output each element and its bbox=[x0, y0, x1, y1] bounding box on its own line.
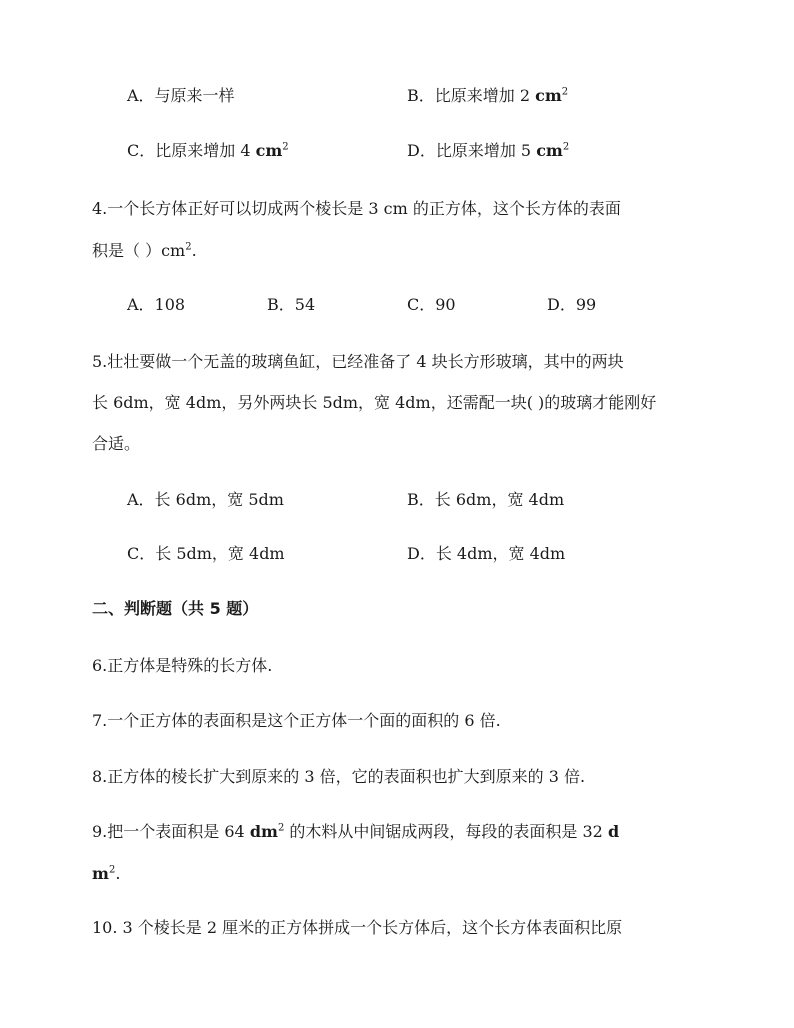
q3-option-b-exp: 2 bbox=[561, 86, 569, 98]
q4-option-a: A．108 bbox=[127, 295, 186, 314]
q3-option-b bbox=[407, 86, 568, 106]
q5-line-2: 长 6dm，宽 4dm，另外两块长 5dm，宽 4dm，还需配一块( )的玻璃才能刚好 bbox=[92, 393, 657, 412]
q4-line-2-text: 积是（ ）cm bbox=[92, 241, 186, 260]
q9-line-2-unit: m bbox=[92, 864, 109, 883]
q4-option-d: D．99 bbox=[547, 295, 597, 314]
q9-line-1-text: 9.把一个表面积是 64 bbox=[92, 822, 250, 841]
q3-option-d-unit: cm bbox=[536, 141, 563, 160]
q3-option-d-exp: 2 bbox=[562, 141, 570, 153]
q9-line-2-post: . bbox=[115, 864, 121, 883]
q3-option-b-text: B．比原来增加 2 bbox=[407, 86, 536, 105]
q5-option-d: D．长 4dm，宽 4dm bbox=[407, 544, 566, 563]
q3-option-c bbox=[127, 141, 289, 161]
q9-line-1-end: d bbox=[607, 822, 620, 841]
q4-option-c: C．90 bbox=[407, 295, 456, 314]
q5-option-c: C．长 5dm，宽 4dm bbox=[127, 544, 285, 563]
q4-option-b: B．54 bbox=[267, 295, 316, 314]
q5-line-1: 5.壮壮要做一个无盖的玻璃鱼缸，已经准备了 4 块长方形玻璃，其中的两块 bbox=[92, 352, 624, 371]
q10-line-1: 10. 3 个棱长是 2 厘米的正方体拼成一个长方体后，这个长方体表面积比原 bbox=[92, 918, 623, 937]
q4-line-1: 4.一个长方体正好可以切成两个棱长是 3 cm 的正方体，这个长方体的表面 bbox=[92, 199, 621, 218]
q6-text: 6.正方体是特殊的长方体. bbox=[92, 656, 273, 675]
q3-option-c-text: C．比原来增加 4 bbox=[127, 141, 256, 160]
q4-line-2-exp: 2 bbox=[185, 241, 192, 253]
q4-line-2 bbox=[92, 241, 197, 261]
q9-line-1-unit: dm bbox=[249, 822, 278, 841]
q9-line-1-mid: 的木料从中间锯成两段，每段的表面积是 32 bbox=[284, 822, 608, 841]
q9-line-1 bbox=[92, 822, 619, 842]
q5-option-a: A．长 6dm，宽 5dm bbox=[127, 490, 284, 509]
q5-line-3: 合适。 bbox=[92, 434, 141, 453]
q4-line-2-post: . bbox=[191, 241, 197, 260]
q3-option-d bbox=[407, 141, 569, 161]
q7-text: 7.一个正方体的表面积是这个正方体一个面的面积的 6 倍. bbox=[92, 711, 501, 730]
q3-option-a bbox=[127, 86, 235, 106]
q8-text: 8.正方体的棱长扩大到原来的 3 倍，它的表面积也扩大到原来的 3 倍. bbox=[92, 767, 586, 786]
q9-line-2 bbox=[92, 864, 120, 884]
q3-option-c-exp: 2 bbox=[282, 141, 289, 153]
q3-option-b-unit: cm bbox=[535, 86, 562, 105]
q9-line-1-exp: 2 bbox=[277, 822, 285, 834]
q3-option-d-text: D．比原来增加 5 bbox=[407, 141, 537, 160]
q3-option-c-unit: cm bbox=[255, 141, 283, 160]
q3-option-a-text: A．与原来一样 bbox=[127, 86, 235, 105]
q9-line-2-exp: 2 bbox=[108, 864, 116, 876]
section-heading-judgment: 二、判断题（共 5 题） bbox=[92, 599, 259, 618]
q5-option-b: B．长 6dm，宽 4dm bbox=[407, 490, 565, 509]
